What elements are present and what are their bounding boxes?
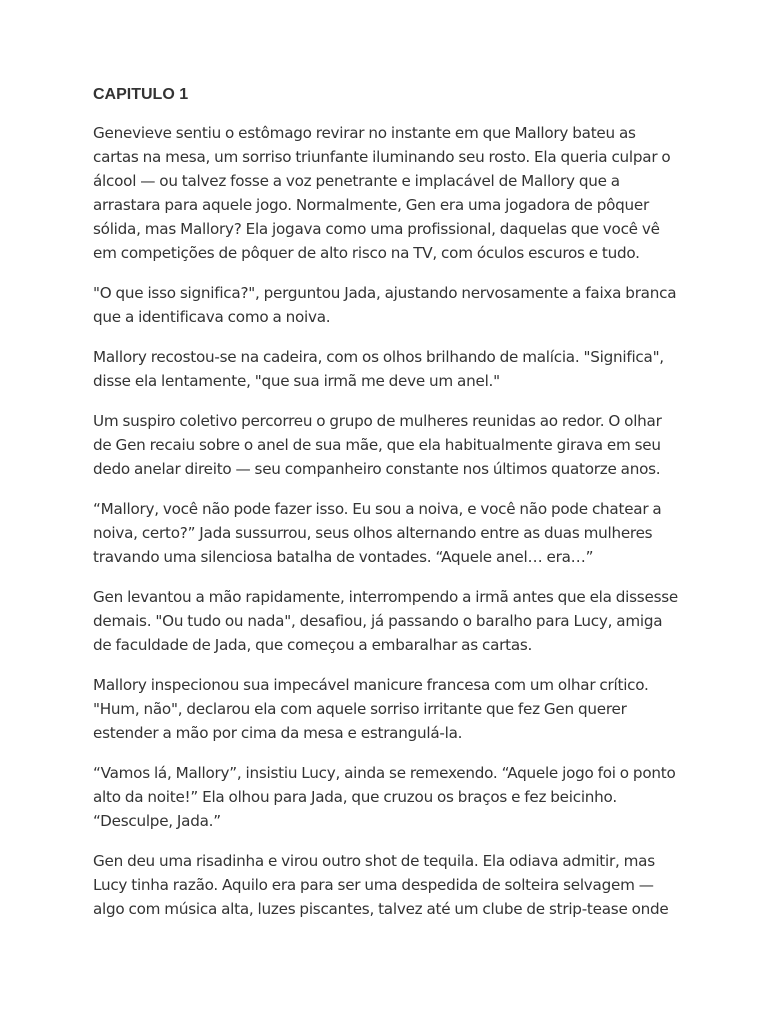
paragraph-1: Genevieve sentiu o estômago revirar no instante em que Mallory bateu as cartas na mesa, um sorriso triunfante iluminando seu rosto. Ela queria culpar o álcool — ou talvez fosse a voz penetrante e implacável de Mallory que a arrastara para aquele jogo. Normalmente, Gen era uma jogadora de pôquer sólida, mas Mallory? Ela jogava como uma profissional, daquelas que você vê em competições de pôquer de alto risco na TV, com óculos escuros e tudo. [93,124,671,262]
paragraph-2: "O que isso significa?", perguntou Jada, ajustando nervosamente a faixa branca que a identificava como a noiva. [93,284,677,326]
paragraph-4: Um suspiro coletivo percorreu o grupo de mulheres reunidas ao redor. O olhar de Gen recaiu sobre o anel de sua mãe, que ela habitualmente girava em seu dedo anelar direito — seu companheiro constante nos últimos quatorze anos. [93,412,662,478]
paragraph-8: “Vamos lá, Mallory”, insistiu Lucy, ainda se remexendo. “Aquele jogo foi o ponto alto da noite!” Ela olhou para Jada, que cruzou os braços e fez beicinho. “Desculpe, Jada.” [93,764,676,830]
paragraph-7: Mallory inspecionou sua impecável manicure francesa com um olhar crítico. "Hum, não", declarou ela com aquele sorriso irritante que fez Gen querer estender a mão por cima da mesa e estrangulá-la. [93,676,649,742]
chapter-title: CAPITULO 1 [93,86,189,103]
paragraph-9: Gen deu uma risadinha e virou outro shot de tequila. Ela odiava admitir, mas Lucy tinha razão. Aquilo era para ser uma despedida de solteira selvagem — algo com música alta, luzes piscantes, talvez até um clube de strip-tease onde [93,852,669,918]
paragraph-3: Mallory recostou-se na cadeira, com os olhos brilhando de malícia. "Significa", disse ela lentamente, "que sua irmã me deve um anel." [93,348,664,390]
document-page [93,84,683,937]
paragraph-5: “Mallory, você não pode fazer isso. Eu sou a noiva, e você não pode chatear a noiva, certo?” Jada sussurrou, seus olhos alternando entre as duas mulheres travando uma silenciosa batalha de vontades. “Aquele anel… era…” [93,500,662,566]
paragraph-6: Gen levantou a mão rapidamente, interrompendo a irmã antes que ela dissesse demais. "Ou tudo ou nada", desafiou, já passando o baralho para Lucy, amiga de faculdade de Jada, que começou a embaralhar as cartas. [93,588,678,654]
